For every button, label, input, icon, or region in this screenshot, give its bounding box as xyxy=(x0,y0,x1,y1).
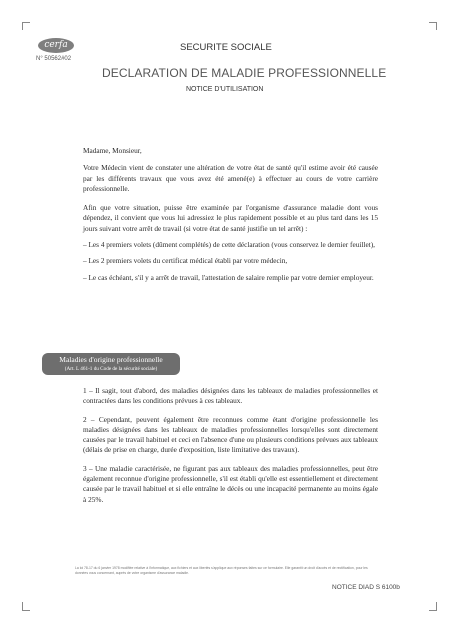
crop-mark-bottom-right-h xyxy=(429,610,437,611)
section-body xyxy=(83,386,378,511)
section-reference: (Art. L 461-1 du Code de la sécurité sociale) xyxy=(64,366,158,372)
paragraph-2: Afin que votre situation, puisse être examinée par l'organisme d'assurance maladie dont vous dépendez, il convient que vous lui adressiez le plus rapidement possible et au plus tard dans les 15 jours suivant votre arrêt de travail (si votre état de santé justifie un tel arrêt) : xyxy=(83,203,378,233)
section-title: Maladies d'origine professionnelle xyxy=(59,355,163,364)
section-paragraph-3: 3 – Une maladie caractérisée, ne figurant pas aux tableaux des maladies professionnelles, peut être également reconnue d'origine professionnelle, s'il est établi qu'elle est essentiellement et directement causée par le travail habituel et si elle entraîne le décès ou une incapacité permanente au moins égale à 25%. xyxy=(83,463,378,504)
form-number: N° 50562#02 xyxy=(36,56,72,62)
crop-mark-bottom-left-v xyxy=(22,602,23,610)
letter-body xyxy=(83,146,378,289)
notice-reference: NOTICE DIAD S 6100b xyxy=(332,584,400,591)
section-paragraph-2: 2 – Cependant, peuvent également être reconnues comme étant d'origine professionnelle les maladies désignées dans les tableaux de maladies professionnelles lorsqu'elles sont directement causées par le travail habituel et ceci en l'absence d'une ou plusieurs conditions prévues aux tableaux (délais de prise en charge, durée d'exposition, liste limitative des travaux). xyxy=(83,414,378,455)
document-subtitle: NOTICE D'UTILISATION xyxy=(186,86,264,93)
list-item: – Les 4 premiers volets (dûment complétés) de cette déclaration (vous conservez le dernier feuillet), xyxy=(83,240,375,250)
legal-notice: La loi 78-17 du 6 janvier 1978 modifiée relative à l'informatique, aux fichiers et aux libertés s'applique aux réponses faites sur ce formulaire. Elle garantit un droit d'accès et de rectification, pour les données vous concernant, auprès de votre organisme d'assurance maladie. xyxy=(75,566,368,575)
list-item: – Les 2 premiers volets du certificat médical établi par votre médecin, xyxy=(83,256,288,266)
crop-mark-bottom-left-h xyxy=(22,610,30,611)
crop-mark-bottom-right-v xyxy=(436,602,437,610)
crop-mark-top-left-h xyxy=(22,22,30,23)
paragraph-1: Votre Médecin vient de constater une altération de votre état de santé qu'il estime avoir été causée par les différents travaux que vous avez été amené(e) à effectuer au cours de votre carrière professionnelle. xyxy=(83,163,378,193)
section-heading xyxy=(42,353,180,375)
crop-mark-top-right-v xyxy=(436,22,437,30)
crop-mark-top-left-v xyxy=(22,22,23,30)
document-title: DECLARATION DE MALADIE PROFESSIONNELLE xyxy=(102,66,387,80)
organization-name: SECURITE SOCIALE xyxy=(180,42,272,53)
salutation: Madame, Monsieur, xyxy=(83,146,142,155)
section-paragraph-1: 1 – Il sagit, tout d'abord, des maladies désignées dans les tableaux de maladies professionnelles et contractées dans les conditions prévues à ces tableaux. xyxy=(83,386,378,406)
list-item: – Le cas échéant, s'il y a arrêt de travail, l'attestation de salaire remplie par votre dernier employeur. xyxy=(83,272,374,282)
cerfa-logo: cerfa xyxy=(38,38,74,53)
